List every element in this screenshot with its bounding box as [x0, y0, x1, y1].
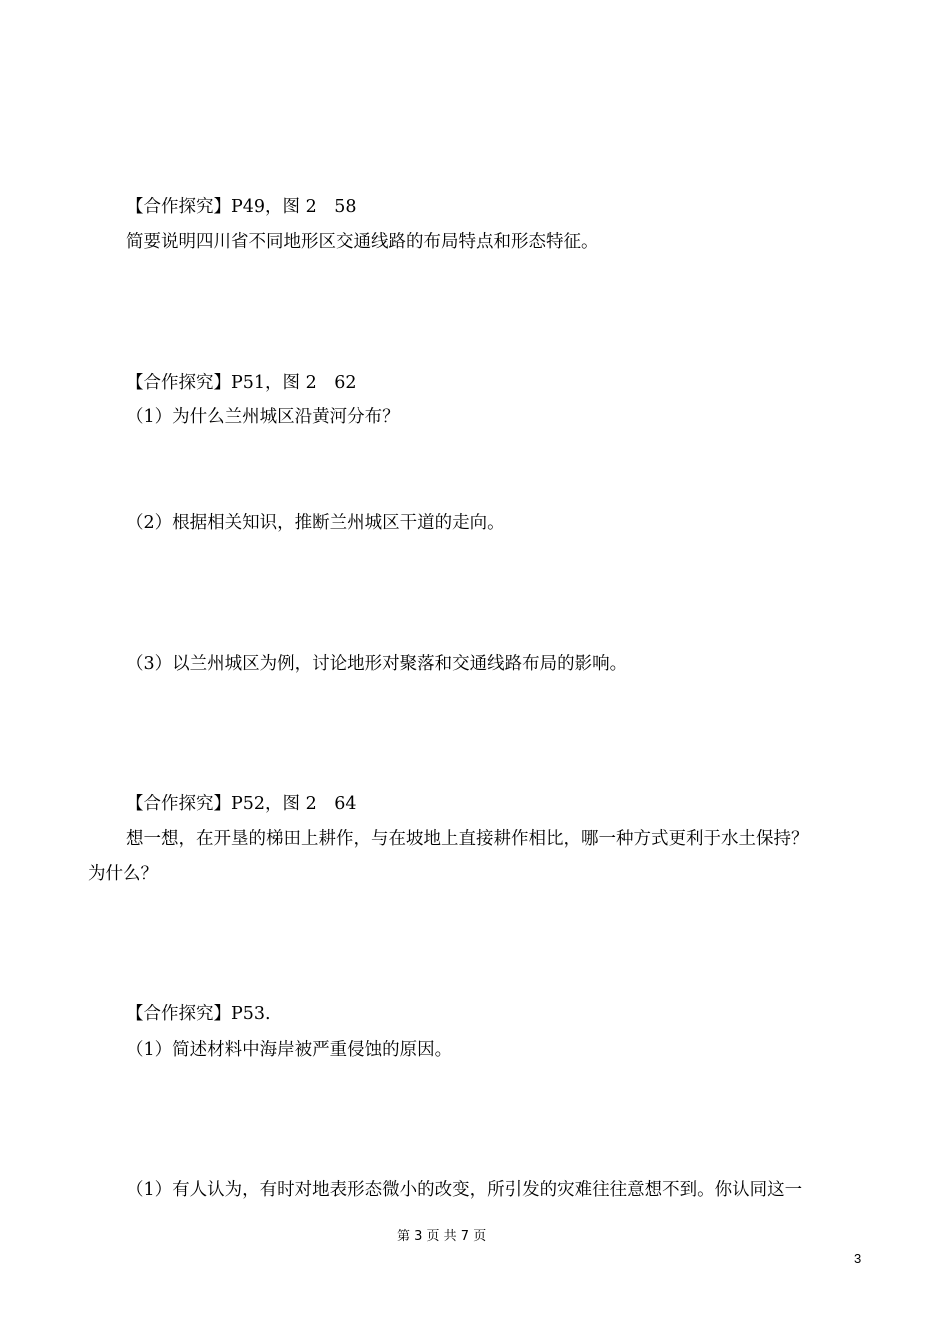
question-text: （1）为什么兰州城区沿黄河分布？: [126, 407, 400, 427]
page-number: 3: [854, 1251, 862, 1266]
question-text-continuation: 为什么？: [88, 864, 158, 884]
page-footer: 第 3 页 共 7 页: [397, 1229, 487, 1244]
section-heading-p49: 【合作探究】P49，图 2 58: [126, 197, 357, 217]
section-heading-p51: 【合作探究】P51，图 2 62: [126, 373, 357, 393]
question-text: （1）有人认为，有时对地表形态微小的改变，所引发的灾难往往意想不到。你认同这一: [126, 1180, 803, 1200]
section-heading-p53: 【合作探究】P53.: [126, 1004, 271, 1024]
question-text: 简要说明四川省不同地形区交通线路的布局特点和形态特征。: [126, 232, 599, 252]
section-heading-p52: 【合作探究】P52，图 2 64: [126, 794, 357, 814]
question-text: （1）简述材料中海岸被严重侵蚀的原因。: [126, 1040, 453, 1060]
question-text: （2）根据相关知识，推断兰州城区干道的走向。: [126, 513, 505, 533]
question-text: 想一想，在开垦的梯田上耕作，与在坡地上直接耕作相比，哪一种方式更利于水土保持？: [126, 829, 809, 849]
question-text: （3）以兰州城区为例，讨论地形对聚落和交通线路布局的影响。: [126, 654, 628, 674]
